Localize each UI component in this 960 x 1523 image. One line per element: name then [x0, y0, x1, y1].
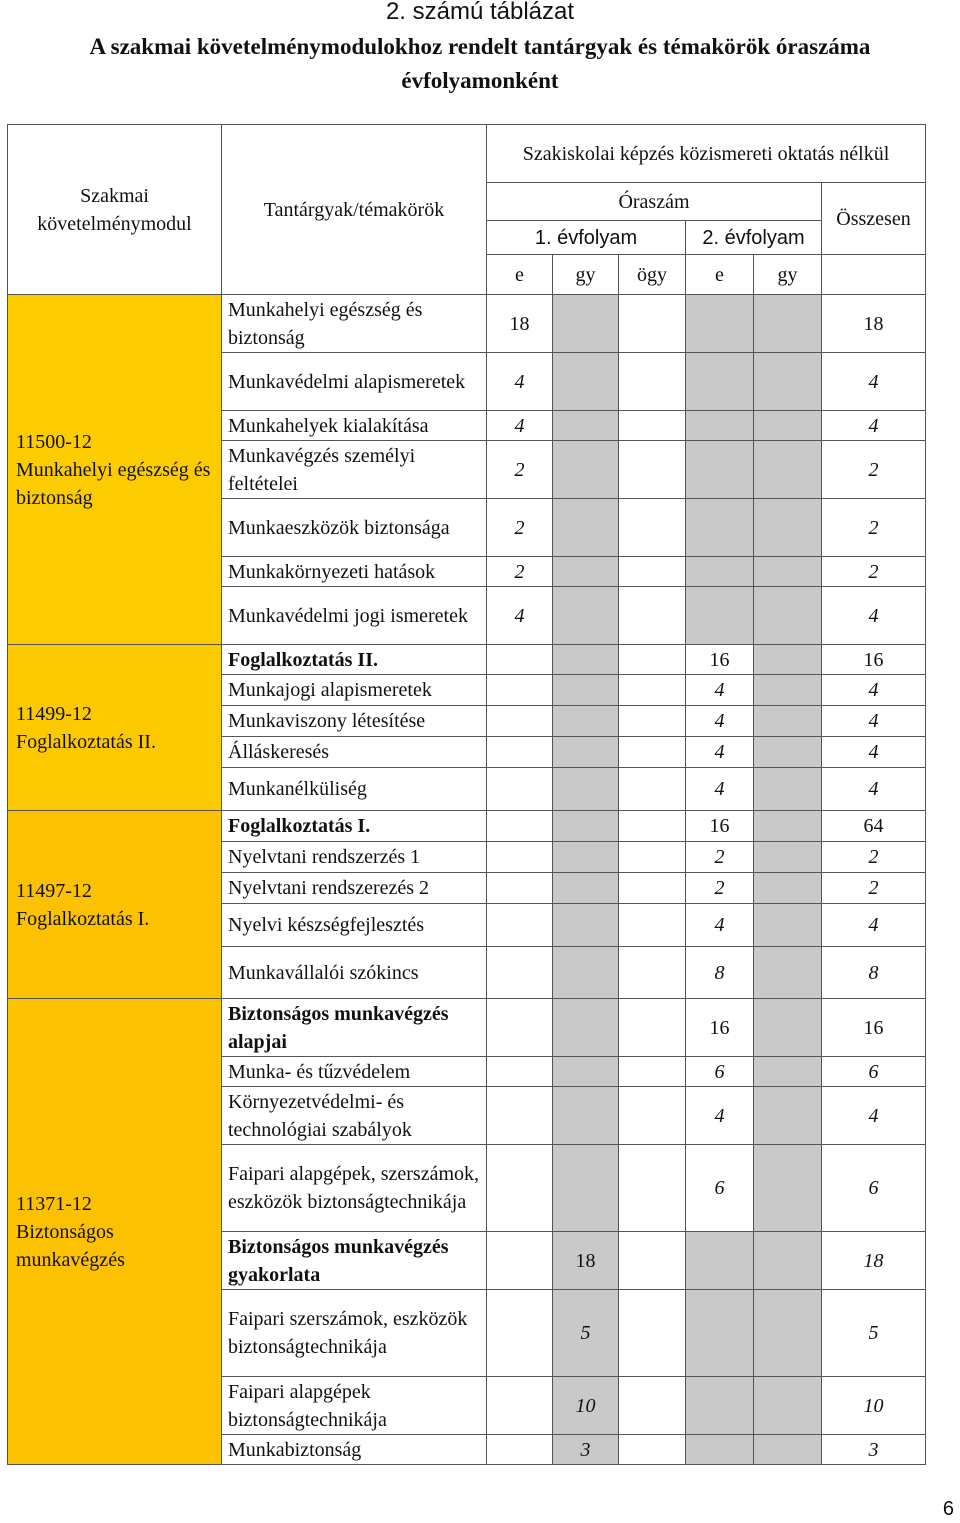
subject-label: Munka- és tűzvédelem: [222, 1057, 487, 1087]
total-value: 4: [822, 768, 926, 811]
total-subheader: [822, 255, 926, 295]
year2-e-value: [686, 353, 754, 411]
year1-gy-value: 18: [553, 1232, 619, 1290]
year2-e-value: [686, 587, 754, 645]
page-title-continued: évfolyamonként: [401, 68, 559, 93]
year1-e-value: [487, 737, 553, 768]
year1-gy-value: [553, 811, 619, 842]
year2-e-value: 4: [686, 737, 754, 768]
total-value: 4: [822, 737, 926, 768]
module-code: 11499-12: [16, 702, 92, 725]
year1-e-value: [487, 1087, 553, 1145]
year1-ogy-value: [619, 675, 686, 706]
year2-gy-value: [754, 499, 822, 557]
year1-e-value: 4: [487, 353, 553, 411]
table-number: 2. számú táblázat: [385, 0, 575, 25]
subject-label: Nyelvtani rendszerzés 1: [222, 842, 487, 873]
year1-gy-value: 3: [553, 1435, 619, 1465]
module-cell-11500-12: [8, 295, 222, 645]
total-value: 2: [822, 499, 926, 557]
total-value: 2: [822, 557, 926, 587]
year1-e-value: 2: [487, 557, 553, 587]
year1-e-value: 2: [487, 441, 553, 499]
year1-gy-value: [553, 999, 619, 1057]
total-value: 4: [822, 353, 926, 411]
year1-e-value: [487, 947, 553, 999]
year2-gy-value: [754, 842, 822, 873]
year2-gy-value: [754, 1435, 822, 1465]
year2-gy-value: [754, 947, 822, 999]
year2-e-value: 6: [686, 1145, 754, 1232]
year2-e-value: 2: [686, 873, 754, 904]
subject-label: Munkaeszközök biztonsága: [222, 499, 487, 557]
year1-ogy-value: [619, 768, 686, 811]
table-row: [8, 645, 926, 675]
year1-gy-value: [553, 295, 619, 353]
subject-label: Biztonságos munkavégzés alapjai: [222, 999, 487, 1057]
module-code: 11371-12: [16, 1192, 92, 1215]
subject-label: Faipari alapgépek, szerszámok, eszközök biztonságtechnikája: [222, 1145, 487, 1232]
year1-e-value: [487, 1145, 553, 1232]
year2-gy-value: [754, 1232, 822, 1290]
year2-e-value: [686, 411, 754, 441]
year1-gy-value: [553, 353, 619, 411]
year1-ogy-value: [619, 737, 686, 768]
module-code: 11497-12: [16, 879, 92, 902]
year1-gy-value: [553, 1057, 619, 1087]
table-row: [8, 999, 926, 1057]
year2-gy-value: [754, 706, 822, 737]
total-value: 18: [822, 295, 926, 353]
year1-ogy-value: [619, 1435, 686, 1465]
total-value: 2: [822, 441, 926, 499]
year2-gy-value: [754, 999, 822, 1057]
year1-ogy-value: [619, 1232, 686, 1290]
year1-ogy-value: [619, 873, 686, 904]
year1-gy-value: [553, 441, 619, 499]
year1-ogy-value: [619, 811, 686, 842]
year1-gy-value: 10: [553, 1377, 619, 1435]
year1-gy-value: [553, 904, 619, 947]
module-cell-11371-12: [8, 999, 222, 1465]
subject-label: Munkanélküliség: [222, 768, 487, 811]
year1-ogy-value: [619, 947, 686, 999]
year2-gy-value: [754, 1057, 822, 1087]
year2-gy-value: [754, 811, 822, 842]
year2-e-value: [686, 557, 754, 587]
total-value: 16: [822, 645, 926, 675]
year1-ogy-value: [619, 1087, 686, 1145]
year1-gy-value: [553, 737, 619, 768]
hours-table: [7, 124, 926, 1465]
year1-gy-value: [553, 768, 619, 811]
subject-label: Munkavállalói szókincs: [222, 947, 487, 999]
year2-gy-value: [754, 873, 822, 904]
year1-ogy-value: [619, 587, 686, 645]
total-value: 64: [822, 811, 926, 842]
subjects-column-header: Tantárgyak/témakörök: [222, 125, 487, 295]
year2-e-value: 4: [686, 675, 754, 706]
year1-ogy-value: [619, 295, 686, 353]
year1-gy-value: [553, 499, 619, 557]
year2-gy-value: [754, 295, 822, 353]
year1-ogy-value: [619, 842, 686, 873]
year1-e-value: 2: [487, 499, 553, 557]
year2-gy-value: [754, 675, 822, 706]
subject-label: Munkakörnyezeti hatások: [222, 557, 487, 587]
year2-gy-value: [754, 557, 822, 587]
year1-ogy-value: [619, 557, 686, 587]
subject-label: Nyelvtani rendszerezés 2: [222, 873, 487, 904]
year1-ogy-value: [619, 1377, 686, 1435]
subject-label: Foglalkoztatás I.: [222, 811, 487, 842]
year1-e-value: [487, 999, 553, 1057]
subject-label: Munkajogi alapismeretek: [222, 675, 487, 706]
year1-e-value: [487, 1377, 553, 1435]
module-name: Biztonságos munkavégzés: [16, 1220, 125, 1271]
subject-label: Faipari alapgépek biztonságtechnikája: [222, 1377, 487, 1435]
year1-e-value: [487, 811, 553, 842]
year2-e-value: 4: [686, 768, 754, 811]
year2-gy-header: gy: [754, 255, 822, 295]
year2-e-value: [686, 441, 754, 499]
year1-gy-header: gy: [553, 255, 619, 295]
total-column-header: Összesen: [822, 183, 926, 255]
year1-e-value: [487, 1057, 553, 1087]
year2-e-value: [686, 499, 754, 557]
subject-label: Álláskeresés: [222, 737, 487, 768]
year1-ogy-value: [619, 999, 686, 1057]
year1-e-value: [487, 1435, 553, 1465]
module-code: 11500-12: [16, 430, 92, 453]
subject-label: Foglalkoztatás II.: [222, 645, 487, 675]
total-value: 18: [822, 1232, 926, 1290]
module-column-header: Szakmai követelménymodul: [8, 125, 222, 295]
page-number: 6: [942, 1498, 954, 1520]
year1-e-value: [487, 768, 553, 811]
subject-label: Környezetvédelmi- és technológiai szabályok: [222, 1087, 487, 1145]
total-value: 2: [822, 842, 926, 873]
year1-e-value: 4: [487, 587, 553, 645]
hours-header: Óraszám: [487, 183, 822, 221]
year2-e-value: [686, 295, 754, 353]
year1-e-value: [487, 645, 553, 675]
year1-ogy-value: [619, 1145, 686, 1232]
year2-e-value: 4: [686, 1087, 754, 1145]
total-value: 4: [822, 411, 926, 441]
year1-ogy-value: [619, 499, 686, 557]
year1-e-value: [487, 1232, 553, 1290]
year1-gy-value: [553, 557, 619, 587]
year1-e-value: [487, 904, 553, 947]
year2-e-value: 4: [686, 706, 754, 737]
total-value: 6: [822, 1145, 926, 1232]
total-value: 16: [822, 999, 926, 1057]
year1-e-value: [487, 675, 553, 706]
year1-e-value: 18: [487, 295, 553, 353]
year1-gy-value: [553, 947, 619, 999]
year2-e-value: 8: [686, 947, 754, 999]
total-value: 4: [822, 904, 926, 947]
total-value: 3: [822, 1435, 926, 1465]
year2-gy-value: [754, 1290, 822, 1377]
year1-ogy-value: [619, 353, 686, 411]
year1-gy-value: [553, 411, 619, 441]
total-value: 4: [822, 706, 926, 737]
year2-gy-value: [754, 737, 822, 768]
year2-e-value: [686, 1377, 754, 1435]
year1-ogy-value: [619, 411, 686, 441]
total-value: 6: [822, 1057, 926, 1087]
year2-gy-value: [754, 353, 822, 411]
subject-label: Munkabiztonság: [222, 1435, 487, 1465]
year2-e-value: 4: [686, 904, 754, 947]
year2-gy-value: [754, 587, 822, 645]
subject-label: Nyelvi készségfejlesztés: [222, 904, 487, 947]
year2-e-value: 16: [686, 811, 754, 842]
year1-gy-value: [553, 706, 619, 737]
year2-gy-value: [754, 1087, 822, 1145]
year2-gy-value: [754, 645, 822, 675]
module-name: Foglalkoztatás I.: [16, 907, 150, 930]
year2-e-value: [686, 1232, 754, 1290]
year2-gy-value: [754, 1377, 822, 1435]
year2-e-value: 6: [686, 1057, 754, 1087]
year1-e-value: [487, 1290, 553, 1377]
year1-gy-value: [553, 1145, 619, 1232]
year1-ogy-header: ögy: [619, 255, 686, 295]
year2-e-value: [686, 1435, 754, 1465]
module-name: Foglalkoztatás II.: [16, 730, 156, 753]
table-row: [8, 295, 926, 353]
year1-ogy-value: [619, 645, 686, 675]
page-title: A szakmai követelménymodulokhoz rendelt tantárgyak és témakörök óraszáma: [89, 34, 871, 59]
module-name: Munkahelyi egészség és biztonság: [16, 458, 211, 509]
subject-label: Munkavédelmi alapismeretek: [222, 353, 487, 411]
module-cell-11499-12: [8, 645, 222, 811]
total-value: 10: [822, 1377, 926, 1435]
year2-gy-value: [754, 768, 822, 811]
total-value: 2: [822, 873, 926, 904]
table-row: [8, 811, 926, 842]
total-value: 4: [822, 675, 926, 706]
year1-gy-value: [553, 587, 619, 645]
year1-e-value: [487, 706, 553, 737]
year1-ogy-value: [619, 904, 686, 947]
year2-e-header: e: [686, 255, 754, 295]
subject-label: Munkavégzés személyi feltételei: [222, 441, 487, 499]
subject-label: Munkavédelmi jogi ismeretek: [222, 587, 487, 645]
training-header: Szakiskolai képzés közismereti oktatás nélkül: [487, 125, 926, 183]
year2-e-value: 2: [686, 842, 754, 873]
total-value: 4: [822, 1087, 926, 1145]
total-value: 4: [822, 587, 926, 645]
year1-header: 1. évfolyam: [487, 221, 686, 255]
subject-label: Munkahelyek kialakítása: [222, 411, 487, 441]
year2-e-value: 16: [686, 999, 754, 1057]
total-value: 5: [822, 1290, 926, 1377]
year1-ogy-value: [619, 1290, 686, 1377]
year2-gy-value: [754, 411, 822, 441]
total-value: 8: [822, 947, 926, 999]
year2-gy-value: [754, 1145, 822, 1232]
subject-label: Faipari szerszámok, eszközök biztonságtechnikája: [222, 1290, 487, 1377]
year2-e-value: [686, 1290, 754, 1377]
year1-gy-value: [553, 873, 619, 904]
year2-gy-value: [754, 441, 822, 499]
subject-label: Munkahelyi egészség és biztonság: [222, 295, 487, 353]
year1-ogy-value: [619, 441, 686, 499]
year1-gy-value: [553, 675, 619, 706]
year1-gy-value: [553, 645, 619, 675]
year2-e-value: 16: [686, 645, 754, 675]
subject-label: Biztonságos munkavégzés gyakorlata: [222, 1232, 487, 1290]
year1-e-value: [487, 873, 553, 904]
year1-e-value: [487, 842, 553, 873]
year2-gy-value: [754, 904, 822, 947]
subject-label: Munkaviszony létesítése: [222, 706, 487, 737]
year2-header: 2. évfolyam: [686, 221, 822, 255]
year1-gy-value: [553, 1087, 619, 1145]
year1-e-value: 4: [487, 411, 553, 441]
year1-gy-value: 5: [553, 1290, 619, 1377]
year1-e-header: e: [487, 255, 553, 295]
year1-ogy-value: [619, 1057, 686, 1087]
year1-gy-value: [553, 842, 619, 873]
module-cell-11497-12: [8, 811, 222, 999]
year1-ogy-value: [619, 706, 686, 737]
